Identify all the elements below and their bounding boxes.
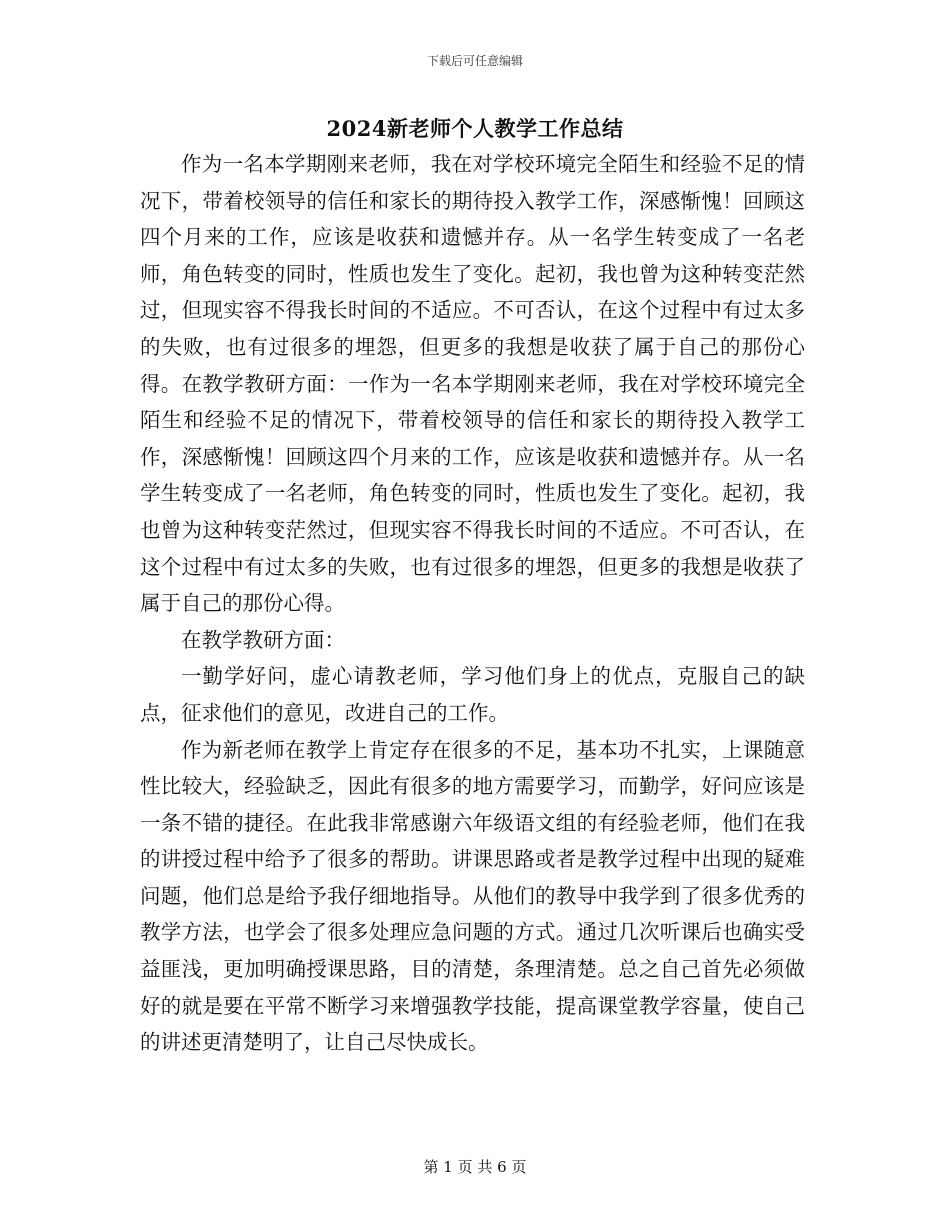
- document-title: 2024新老师个人教学工作总结: [326, 116, 624, 141]
- paragraph-4: 作为新老师在教学上肯定存在很多的不足，基本功不扎实，上课随意性比较大，经验缺乏，因此有很多的地方需要学习，而勤学，好问应该是一条不错的捷径。在此我非常感谢六年级语文组的有经验老师，他们在我的讲授过程中给予了很多的帮助。讲课思路或者是教学过程中出现的疑难问题，他们总是给予我仔细地指导。从他们的教导中我学到了很多优秀的教学方法，也学会了很多处理应急问题的方式。通过几次听课后也确实受益匪浅，更加明确授课思路，目的清楚，条理清楚。总之自己首先必须做好的就是要在平常不断学习来增强教学技能，提高课堂教学容量，使自己的讲述更清楚明了，让自己尽快成长。: [140, 737, 805, 1055]
- page-indicator: 第 1 页 共 6 页: [423, 1158, 527, 1176]
- paragraph-3: 一勤学好问，虚心请教老师，学习他们身上的优点，克服自己的缺点，征求他们的意见，改进自己的工作。: [140, 664, 805, 725]
- paragraph-2: 在教学教研方面：: [181, 627, 345, 652]
- document-body: [140, 146, 805, 1061]
- header-note: 下载后可任意编辑: [426, 54, 523, 68]
- paragraph-1: 作为一名本学期刚来老师，我在对学校环境完全陌生和经验不足的情况下，带着校领导的信任和家长的期待投入教学工作，深感惭愧！回顾这四个月来的工作，应该是收获和遗憾并存。从一名学生转变成了一名老师，角色转变的同时，性质也发生了变化。起初，我也曾为这种转变茫然过，但现实容不得我长时间的不适应。不可否认，在这个过程中有过太多的失败，也有过很多的埋怨，但更多的我想是收获了属于自己的那份心得。在教学教研方面：一作为一名本学期刚来老师，我在对学校环境完全陌生和经验不足的情况下，带着校领导的信任和家长的期待投入教学工作，深感惭愧！回顾这四个月来的工作，应该是收获和遗憾并存。从一名学生转变成了一名老师，角色转变的同时，性质也发生了变化。起初，我也曾为这种转变茫然过，但现实容不得我长时间的不适应。不可否认，在这个过程中有过太多的失败，也有过很多的埋怨，但更多的我想是收获了属于自己的那份心得。: [140, 152, 805, 616]
